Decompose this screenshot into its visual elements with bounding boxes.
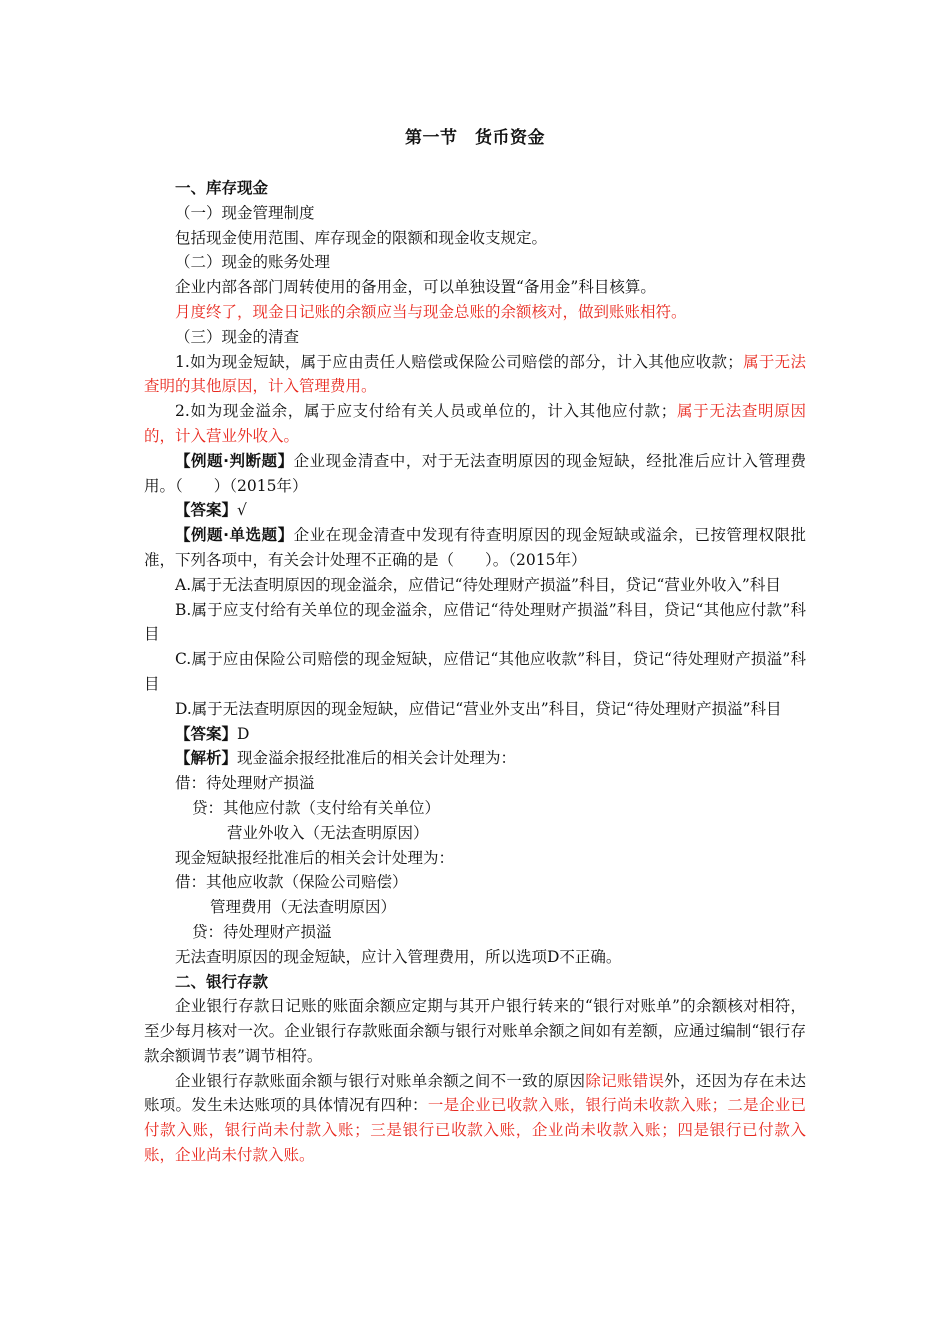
option-b: B.属于应支付给有关单位的现金溢余，应借记“待处理财产损溢”科目，贷记“其他应付款”科目	[144, 600, 806, 644]
example-tag: 【例题·单选题】	[175, 526, 294, 545]
section-title: 第一节 货币资金	[405, 128, 545, 148]
entry-credit: 贷：待处理财产损溢	[192, 922, 332, 941]
answer-value: D	[237, 724, 250, 743]
paragraph-cash-rules: 包括现金使用范围、库存现金的限额和现金收支规定。	[175, 228, 548, 247]
answer-value: √	[237, 501, 247, 520]
option-d: D.属于无法查明原因的现金短缺，应借记“营业外支出”科目，贷记“待处理财产损溢”科目	[175, 699, 782, 718]
explanation-tag: 【解析】	[175, 749, 238, 768]
text: 企业银行存款账面余额与银行对账单余额之间不一致的原因	[175, 1071, 586, 1090]
explanation-text: 现金溢余报经批准后的相关会计处理为：	[237, 749, 517, 768]
highlight: 一是企业已收款入账，银行尚未收款入账；二是企业已付款入账，银行尚未付款入账；三是银行已收款入账，企业尚未收款入账；四是银行已付款入账，企业尚未付款入账。	[144, 1096, 806, 1165]
entry-credit: 贷：其他应付款（支付给有关单位）	[192, 798, 441, 817]
heading-bank-deposit: 二、银行存款	[175, 972, 269, 991]
item-cash-shortage-text: 1.如为现金短缺，属于应由责任人赔偿或保险公司赔偿的部分，计入其他应收款；	[175, 352, 743, 371]
subheading-cash-accounting: （二）现金的账务处理	[175, 253, 331, 272]
example-tag: 【例题·判断题】	[175, 451, 294, 470]
text: 外，还因为存在未达账项。发生未达账项的具体情况有四种：	[144, 1071, 806, 1115]
item-cash-shortage	[144, 350, 806, 400]
explanation-shortage: 现金短缺报经批准后的相关会计处理为：	[175, 848, 455, 867]
explanation-conclusion: 无法查明原因的现金短缺，应计入管理费用，所以选项D不正确。	[175, 947, 622, 966]
example-text: 企业现金清查中，对于无法查明原因的现金短缺，经批准后应计入管理费用。（ ）（2015年）	[144, 451, 806, 495]
entry-credit-2: 营业外收入（无法查明原因）	[227, 823, 429, 842]
option-c: C.属于应由保险公司赔偿的现金短缺，应借记“其他应收款”科目，贷记“待处理财产损溢”科目	[144, 650, 806, 693]
subheading-cash-check: （三）现金的清查	[175, 327, 300, 346]
option-a: A.属于无法查明原因的现金溢余，应借记“待处理财产损溢”科目，贷记“营业外收入”科目	[175, 575, 781, 594]
item-cash-overage-highlight: 属于无法查明原因的，计入营业外收入。	[144, 402, 806, 445]
document-page	[144, 122, 806, 1168]
item-cash-overage	[144, 399, 806, 449]
example-single-choice	[144, 523, 806, 573]
entry-debit: 借：其他应收款（保险公司赔偿）	[175, 873, 408, 892]
example-answer	[144, 722, 806, 747]
heading-cash: 一、库存现金	[175, 179, 269, 197]
entry-debit: 借：待处理财产损溢	[175, 774, 315, 793]
item-cash-shortage-highlight: 属于无法查明的其他原因，计入管理费用。	[144, 352, 806, 396]
answer-tag: 【答案】	[175, 724, 238, 743]
example-answer	[144, 498, 806, 523]
answer-tag: 【答案】	[175, 501, 238, 520]
paragraph-reconcile-highlight: 月度终了，现金日记账的余额应当与现金总账的余额核对，做到账账相符。	[175, 302, 687, 321]
paragraph-bank-reconcile: 企业银行存款日记账的账面余额应定期与其开户银行转来的“银行对账单”的余额核对相符，至少每月核对一次。企业银行存款账面余额与银行对账单余额之间如有差额，应通过编制“银行存款余额调节表”调节相符。	[144, 997, 806, 1065]
example-true-false	[144, 449, 806, 499]
subheading-cash-rules: （一）现金管理制度	[175, 203, 315, 222]
example-text: 企业在现金清查中发现有待查明原因的现金短缺或溢余，已按管理权限批准，下列各项中，有关会计处理不正确的是（ ）。（2015年）	[144, 526, 806, 569]
explanation	[144, 746, 806, 771]
paragraph-unrecorded-items	[144, 1069, 806, 1168]
highlight: 除记账错误	[585, 1071, 665, 1090]
item-cash-overage-text: 2.如为现金溢余，属于应支付给有关人员或单位的，计入其他应付款；	[175, 402, 677, 421]
entry-debit-2: 管理费用（无法查明原因）	[210, 898, 397, 917]
paragraph-petty-cash: 企业内部各部门周转使用的备用金，可以单独设置“备用金”科目核算。	[175, 278, 656, 297]
